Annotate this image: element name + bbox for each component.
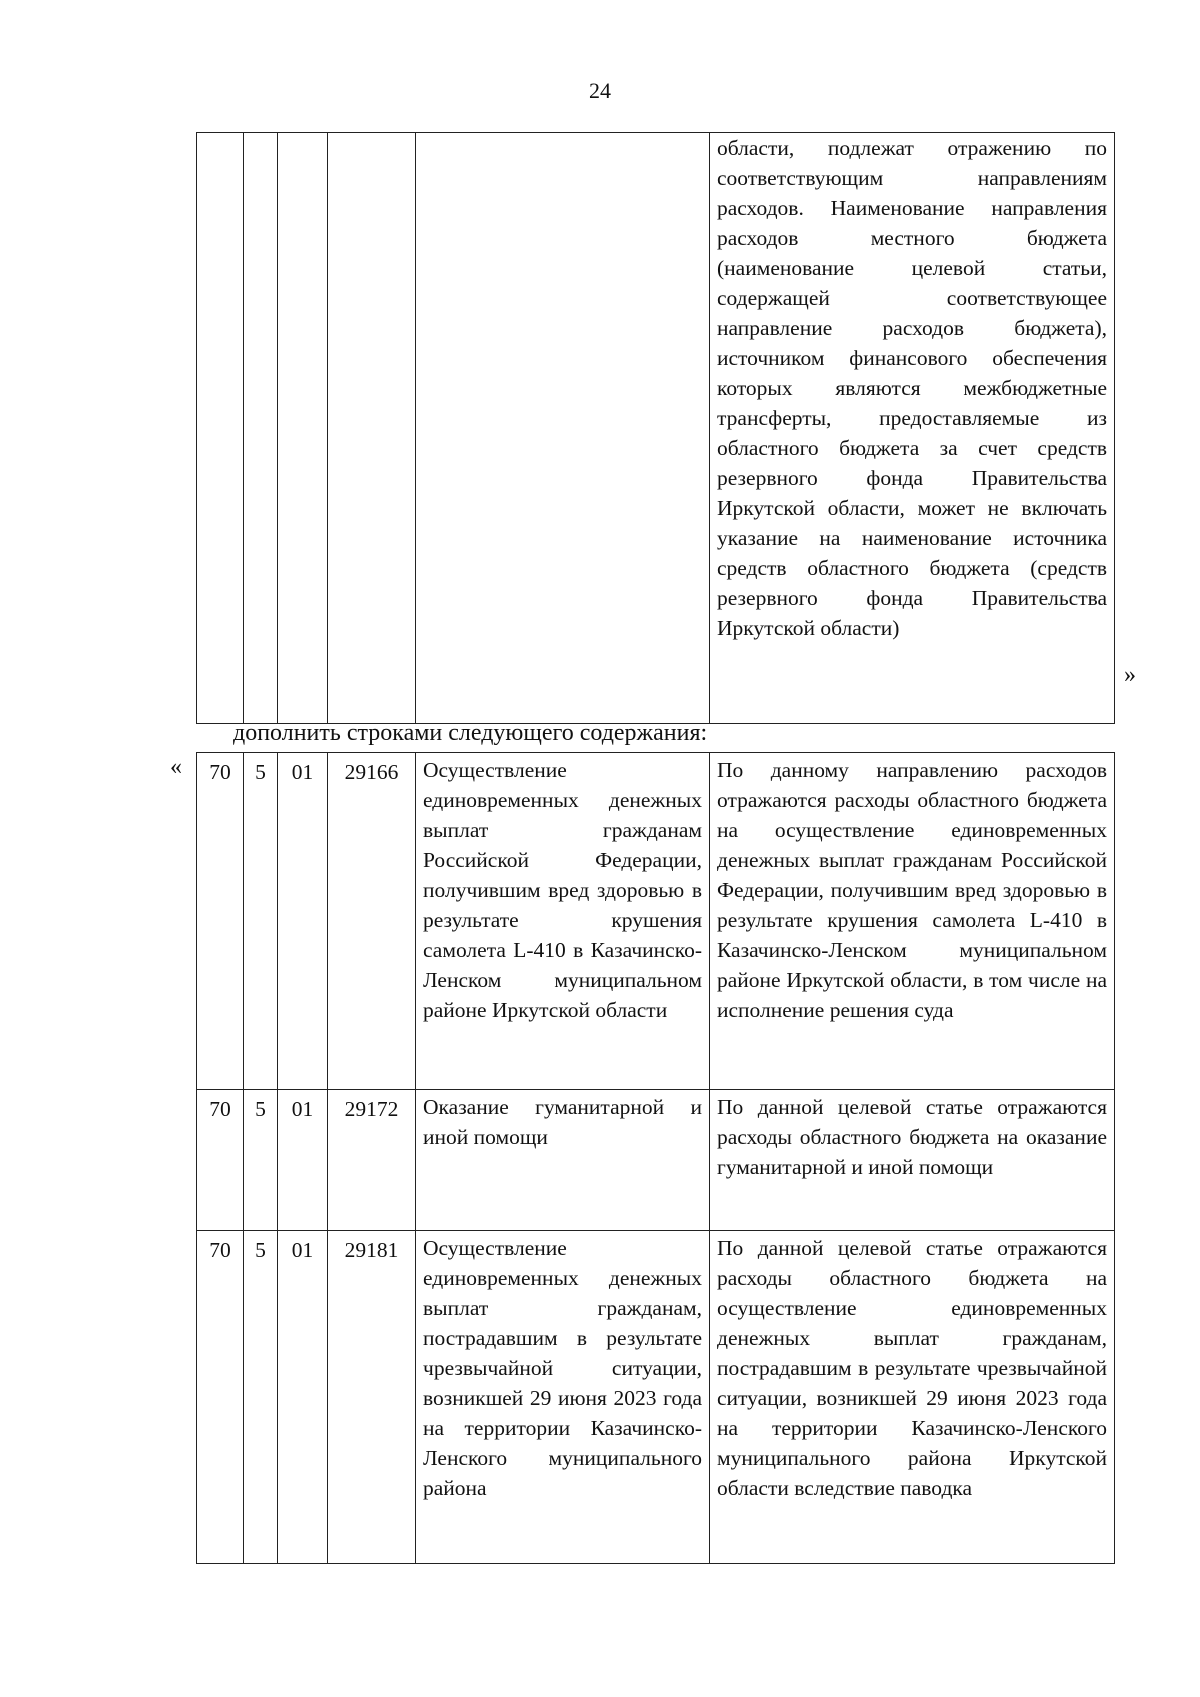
cell-code-4: 29166: [328, 753, 416, 1090]
table-row: [197, 1090, 1115, 1231]
cell-code-2: 5: [244, 1231, 278, 1564]
cell-name: Осуществление единовременных денежных выплат гражданам, пострадавшим в результате чрезвычайной ситуации, возникшей 29 июня 2023 года на территории Казачинско-Ленского муниципального района: [416, 1231, 710, 1564]
opening-quote: «: [170, 754, 182, 780]
cell-code-2: 5: [244, 1090, 278, 1231]
table-row: [197, 1231, 1115, 1564]
cell-code-3: 01: [278, 1090, 328, 1231]
cell-description: По данной целевой статье отражаются расходы областного бюджета на осуществление единовременных денежных выплат гражданам, пострадавшим в результате чрезвычайной ситуации, возникшей 29 июня 2023 года на территории Казачинско-Ленского муниципального района Иркутской области вследствие паводка: [710, 1231, 1115, 1564]
cell-code-3: [278, 133, 328, 724]
table-row: [197, 133, 1115, 724]
cell-code-4: 29172: [328, 1090, 416, 1231]
cell-code-1: 70: [197, 1231, 244, 1564]
cell-name: [416, 133, 710, 724]
table-row: [197, 753, 1115, 1090]
cell-code-1: 70: [197, 1090, 244, 1231]
cell-code-2: [244, 133, 278, 724]
continued-table: [196, 132, 1115, 724]
cell-code-4: 29181: [328, 1231, 416, 1564]
cell-code-3: 01: [278, 753, 328, 1090]
cell-code-2: 5: [244, 753, 278, 1090]
added-rows-table: [196, 752, 1115, 1564]
cell-code-1: 70: [197, 753, 244, 1090]
cell-description: области, подлежат отражению по соответствующим направлениям расходов. Наименование направления расходов местного бюджета (наименование целевой статьи, содержащей соответствующее направление расходов бюджета), источником финансового обеспечения которых являются межбюджетные трансферты, предоставляемые из областного бюджета за счет средств резервного фонда Правительства Иркутской области, может не включать указание на наименование источника средств областного бюджета (средств резервного фонда Правительства Иркутской области): [710, 133, 1115, 724]
cell-code-3: 01: [278, 1231, 328, 1564]
cell-code-1: [197, 133, 244, 724]
closing-quote: »: [1124, 662, 1136, 688]
intro-text: дополнить строками следующего содержания:: [233, 720, 708, 746]
page-number: 24: [589, 78, 611, 103]
cell-name: Осуществление единовременных денежных выплат гражданам Российской Федерации, получившим вред здоровью в результате крушения самолета L-410 в Казачинско-Ленском муниципальном районе Иркутской области: [416, 753, 710, 1090]
cell-description: По данному направлению расходов отражаются расходы областного бюджета на осуществление единовременных денежных выплат гражданам Российской Федерации, получившим вред здоровью в результате крушения самолета L-410 в Казачинско-Ленском муниципальном районе Иркутской области, в том числе на исполнение решения суда: [710, 753, 1115, 1090]
cell-name: Оказание гуманитарной и иной помощи: [416, 1090, 710, 1231]
cell-code-4: [328, 133, 416, 724]
cell-description: По данной целевой статье отражаются расходы областного бюджета на оказание гуманитарной и иной помощи: [710, 1090, 1115, 1231]
